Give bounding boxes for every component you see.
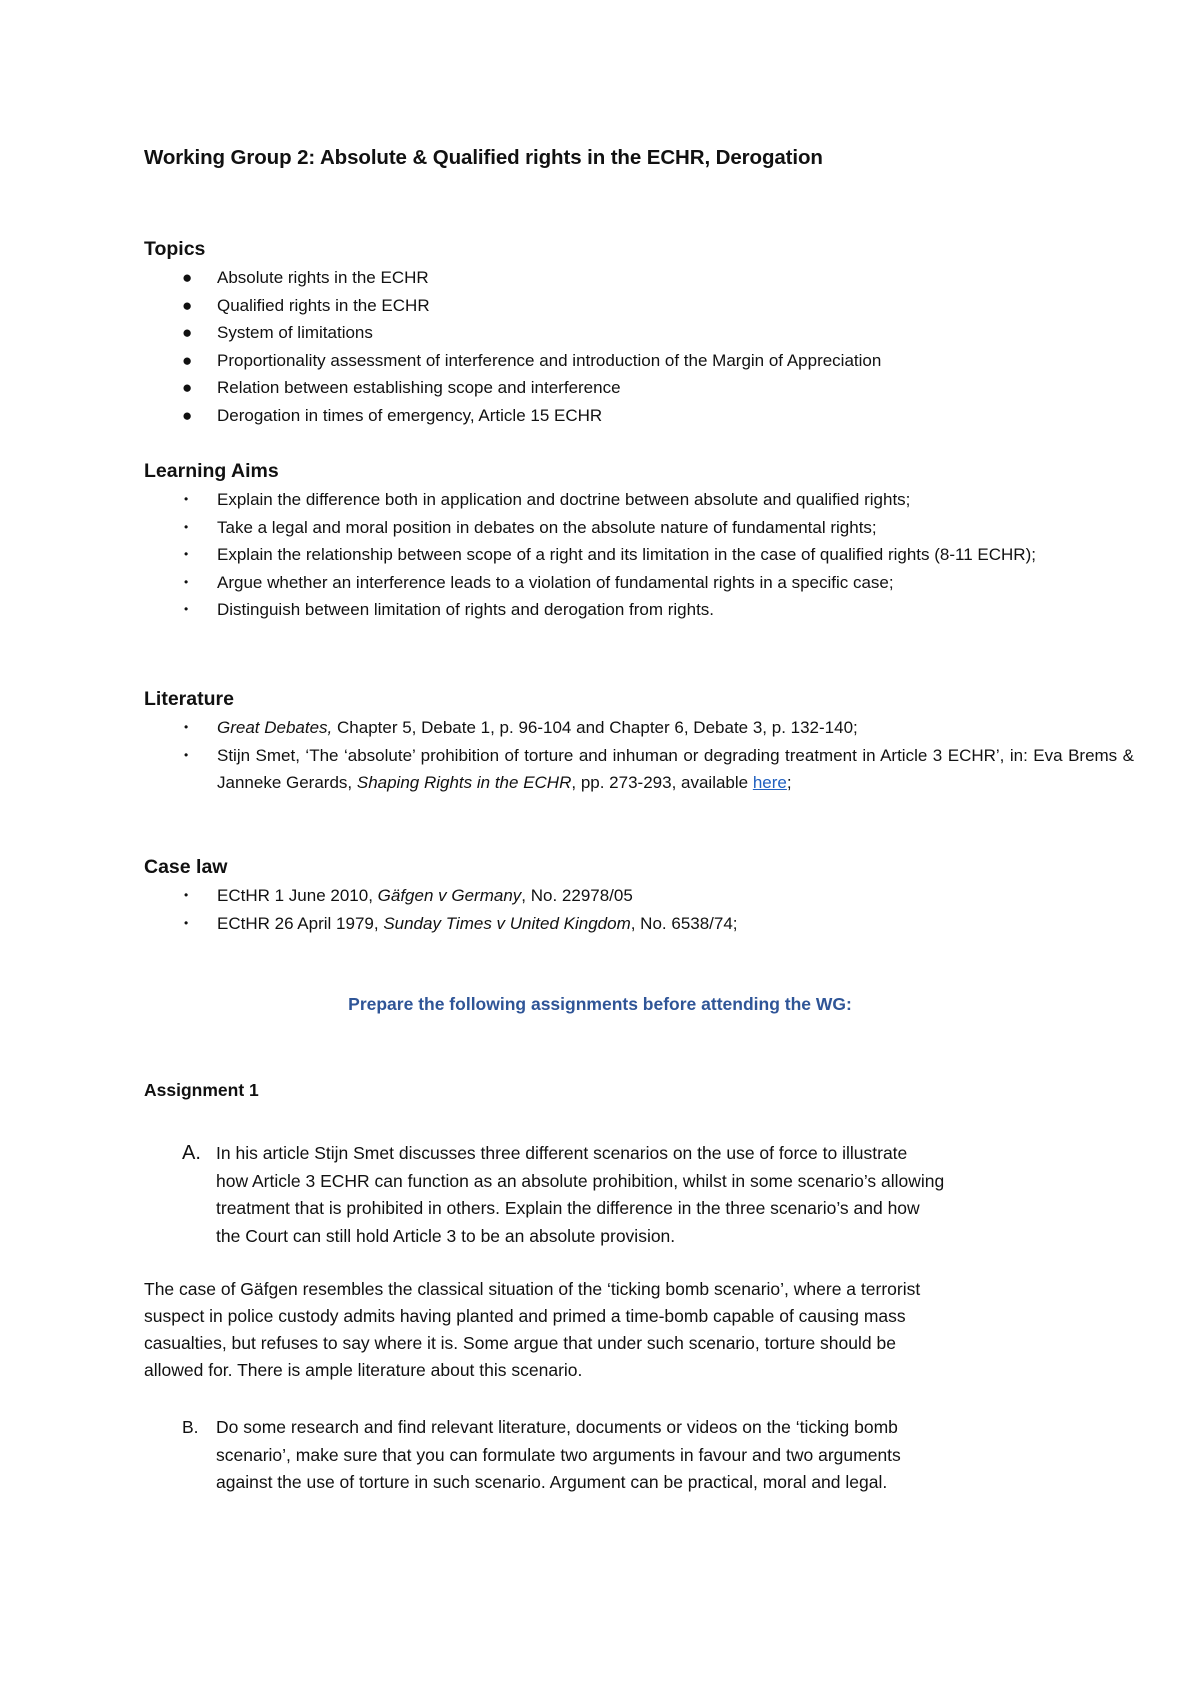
topics-section bbox=[144, 236, 1064, 429]
literature-heading: Literature bbox=[144, 688, 234, 710]
bullet-icon: ● bbox=[182, 405, 193, 425]
list-item: ● Qualified rights in the ECHR bbox=[144, 292, 1064, 320]
case-law-section bbox=[144, 854, 1064, 937]
bullet-icon: • bbox=[184, 574, 189, 589]
case-law-list bbox=[144, 882, 1064, 937]
bullet-icon: • bbox=[184, 720, 189, 734]
list-item: ● Proportionality assessment of interference and introduction of the Margin of Appreciation bbox=[144, 347, 1064, 375]
prepare-notice: Prepare the following assignments before attending the WG: bbox=[348, 994, 852, 1014]
list-item: • Argue whether an interference leads to a violation of fundamental rights in a specific case; bbox=[144, 569, 1064, 597]
assignment-1-heading: Assignment 1 bbox=[144, 1080, 259, 1100]
learning-aims-heading: Learning Aims bbox=[144, 460, 279, 482]
bullet-icon: ● bbox=[182, 268, 193, 287]
list-item: • Stijn Smet, ‘The ‘absolute’ prohibition of torture and inhuman or degrading treatment in Article 3 ECHR’, in: Eva Brems & Janneke Gerards, Shaping Rights in the ECHR, pp. 273-293, available here; bbox=[144, 742, 1134, 797]
bullet-icon: ● bbox=[182, 323, 193, 342]
case-law-heading: Case law bbox=[144, 856, 228, 878]
literature-section bbox=[144, 686, 1134, 797]
bullet-icon: • bbox=[184, 492, 189, 506]
bullet-icon: • bbox=[184, 747, 189, 762]
list-item: ● Relation between establishing scope and interference bbox=[144, 374, 1064, 402]
list-item: ● Absolute rights in the ECHR bbox=[144, 264, 1064, 292]
topics-list bbox=[144, 264, 1064, 429]
bullet-icon: • bbox=[184, 519, 189, 534]
list-item: • Take a legal and moral position in debates on the absolute nature of fundamental rights; bbox=[144, 514, 1064, 542]
learning-aims-list bbox=[144, 486, 1064, 624]
bullet-icon: ● bbox=[182, 350, 193, 370]
bullet-icon: • bbox=[184, 547, 189, 561]
list-item: • Explain the difference both in application and doctrine between absolute and qualified rights; bbox=[144, 486, 1064, 514]
enum-letter-a: A. bbox=[182, 1142, 201, 1164]
list-item: ● Derogation in times of emergency, Article 15 ECHR bbox=[144, 402, 1064, 430]
bullet-icon: ● bbox=[182, 378, 193, 397]
list-item: • Distinguish between limitation of rights and derogation from rights. bbox=[144, 596, 1064, 624]
list-item: • Explain the relationship between scope of a right and its limitation in the case of qualified rights (8-11 ECHR); bbox=[144, 541, 1134, 569]
list-item: • ECtHR 1 June 2010, Gäfgen v Germany, No. 22978/05 bbox=[144, 882, 1064, 910]
learning-aims-section bbox=[144, 458, 1064, 624]
ticking-bomb-paragraph: The case of Gäfgen resembles the classical situation of the ‘ticking bomb scenario’, where a terrorist suspect in police custody admits having planted and primed a time-bomb capable of causing mass casualties, but refuses to say where it is. Some argue that under such scenario, torture should be allowed for. There is ample literature about this scenario. bbox=[144, 1279, 921, 1380]
assignment-part-a: A. In his article Stijn Smet discusses three different scenarios on the use of force to illustrate how Article 3 ECHR can function as an absolute prohibition, whilst in some scenario’s allowing treatment that is prohibited in others. Explain the difference in the three scenario’s and how the Court can still hold Article 3 to be an absolute provision. bbox=[182, 1142, 945, 1246]
bullet-icon: ● bbox=[182, 295, 193, 315]
topics-heading: Topics bbox=[144, 238, 206, 260]
here-link[interactable]: here bbox=[752, 773, 787, 792]
document-title: Working Group 2: Absolute & Qualified rights in the ECHR, Derogation bbox=[144, 146, 823, 169]
bullet-icon: • bbox=[184, 888, 189, 902]
enum-letter-b: B. bbox=[182, 1417, 199, 1437]
literature-list bbox=[144, 714, 1134, 797]
bullet-icon: • bbox=[184, 915, 189, 930]
assignment-part-b: B. Do some research and find relevant literature, documents or videos on the ‘ticking bomb scenario’, make sure that you can formulate two arguments in favour and two arguments against the use of torture in such scenario. Argument can be practical, moral and legal. bbox=[144, 1414, 1064, 1497]
list-item: • Great Debates, Chapter 5, Debate 1, p. 96-104 and Chapter 6, Debate 3, p. 132-140; bbox=[144, 714, 1064, 742]
list-item: • ECtHR 26 April 1979, Sunday Times v United Kingdom, No. 6538/74; bbox=[144, 910, 1064, 938]
list-item: ● System of limitations bbox=[144, 319, 1064, 347]
bullet-icon: • bbox=[184, 602, 189, 616]
